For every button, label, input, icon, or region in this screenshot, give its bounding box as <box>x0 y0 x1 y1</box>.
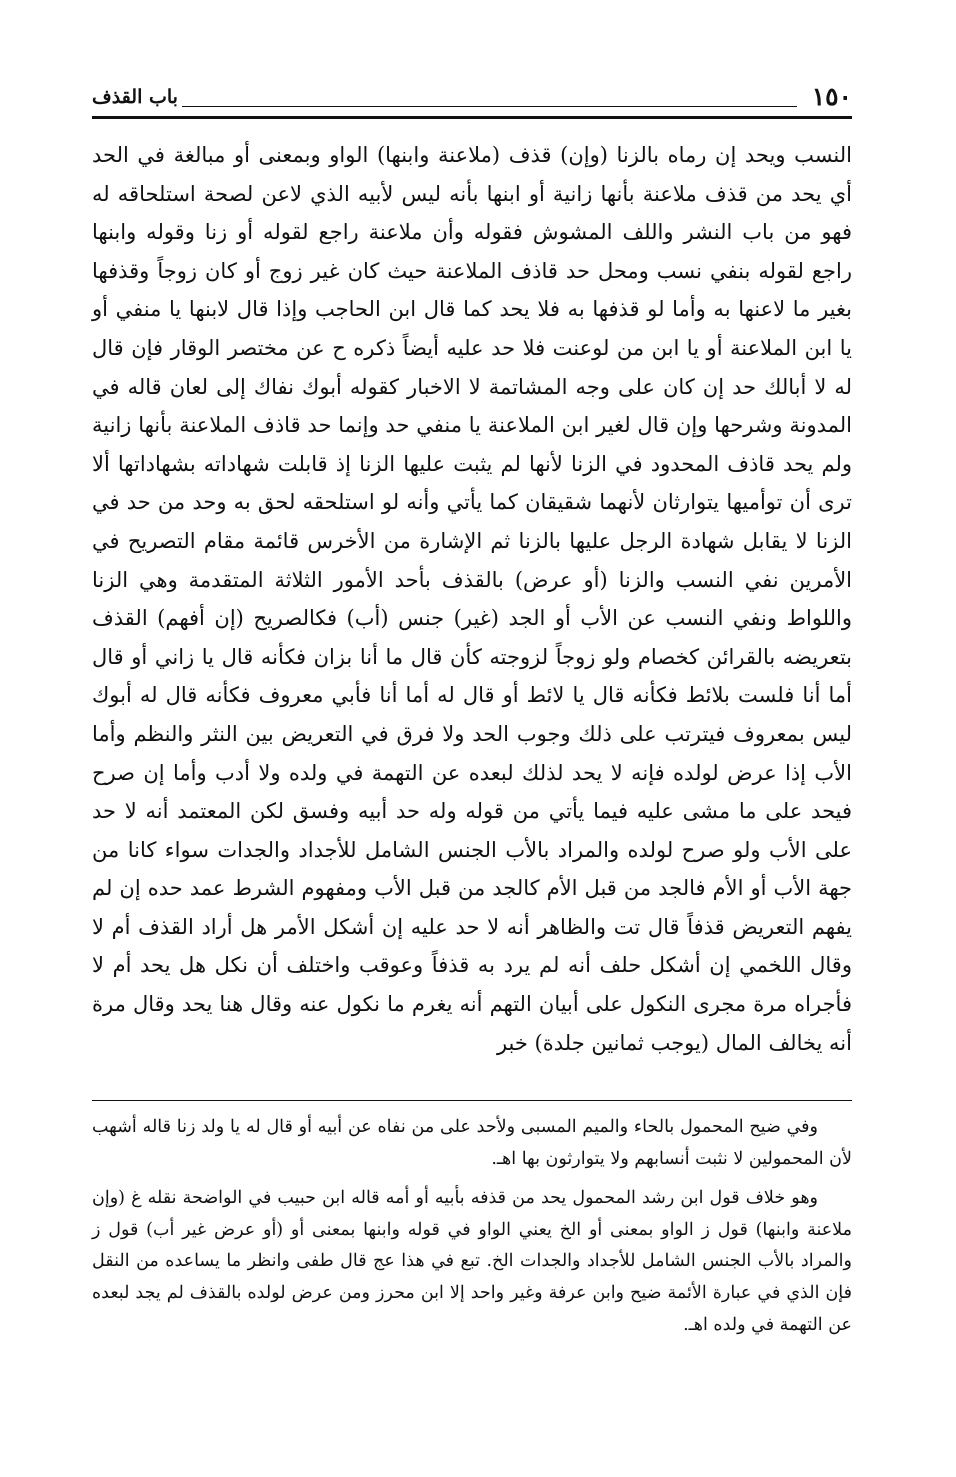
main-text: النسب ويحد إن رماه بالزنا (وإن) قذف (ملاعنة وابنها) الواو وبمعنى أو مبالغة في الحد أي يحد من قذف ملاعنة بأنها زانية أو ابنها بأنه ليس لأبيه الذي لاعن لصحة استلحاقه له فهو من باب النشر واللف المشوش فقوله وأن ملاعنة راجع لقوله أو زنا وقوله وابنها راجع لقوله بنفي نسب ومحل حد قاذف الملاعنة حيث كان غير زوج أو كان زوجاً وقذفها بغير ما لاعنها به وأما لو قذفها به فلا يحد كما قال ابن الحاجب وإذا قال لابنها يا منفي أو يا ابن الملاعنة أو يا ابن من لوعنت فلا حد عليه أيضاً ذكره ح عن مختصر الوقار فإن قال له لا أبالك حد إن كان على وجه المشاتمة لا الاخبار كقوله أبوك نفاك إلى لعان قاله في المدونة وشرحها وإن قال لغير ابن الملاعنة يا منفي حد وإنما حد قاذف الملاعنة بأنها زانية ولم يحد قاذف المحدود في الزنا لأنها لم يثبت عليها الزنا إذ قابلت شهاداته بشهاداتها ألا ترى أن توأميها يتوارثان لأنهما شقيقان كما يأتي وأنه لو استلحقه لحق به وحد من حد في الزنا لا يقابل شهادة الرجل عليها بالزنا ثم الإشارة من الأخرس قائمة مقام التصريح في الأمرين نفي النسب والزنا (أو عرض) بالقذف بأحد الأمور الثلاثة المتقدمة وهي الزنا واللواط ونفي النسب عن الأب أو الجد (غير) جنس (أب) فكالصريح (إن أفهم) القذف بتعريضه بالقرائن كخصام ولو زوجاً لزوجته كأن قال ما أنا بزان فكأنه قال يا زاني أو قال أما أنا فلست بلائط فكأنه قال يا لائط أو قال له أما أنا فأبي معروف فكأنه قال له أبوك ليس بمعروف فيترتب على ذلك وجوب الحد ولا فرق في التعريض بين النثر والنظم وأما الأب إذا عرض لولده فإنه لا يحد لذلك لبعده عن التهمة في ولده ولا أدب وأما إن صرح فيحد على ما مشى عليه فيما يأتي من قوله وله حد أبيه وفسق لكن المعتمد أنه لا حد على الأب ولو صرح لولده والمراد بالأب الجنس الشامل للأجداد والجدات سواء كانا من جهة الأب أو الأم فالجد من قبل الأم كالجد من قبل الأب ومفهوم الشرط عمد حده إن لم يفهم التعريض قذفاً قال تت والظاهر أنه لا حد عليه إن أشكل الأمر هل أراد القذف أم لا وقال اللخمي إن أشكل حلف أنه لم يرد به قذفاً وعوقب واختلف أن نكل هل يحد أم لا فأجراه مرة مجرى النكول على أبيان التهم أنه يغرم ما نكول عنه وقال هنا يحد وقال مرة أنه يخالف المال (يوجب ثمانين جلدة) خبر <box>92 143 852 1055</box>
footnotes <box>92 1112 852 1349</box>
footnote-separator <box>92 1100 852 1101</box>
footnote-2: وهو خلاف قول ابن رشد المحمول يحد من قذفه بأبيه أو أمه قاله ابن حبيب في الواضحة نقله غ (وإن ملاعنة وابنها) قول ز الواو بمعنى أو الخ يعني الواو في قوله وابنها بمعنى أو (أو عرض غير أب) قول ز والمراد بالأب الجنس الشامل للأجداد والجدات الخ. تبع في هذا عج قال طفى وانظر ما يساعده من النقل فإن الذي في عبارة الأئمة ضيح وابن عرفة وغير واحد إلا ابن محرز ومن عرض لولده بالقذف لم يجد لبعده عن التهمة في ولده اهـ. <box>92 1188 852 1335</box>
chapter-title: باب القذف <box>92 86 178 108</box>
footnote-1: وفي ضيح المحمول بالحاء والميم المسبى ولأحد على من نفاه عن أبيه أو قال له يا ولد زنا قاله أشهب لأن المحمولين لا نثبت أنسابهم ولا يتوارثون بها اهـ. <box>92 1117 852 1169</box>
header-rule <box>92 116 852 119</box>
header-divider-thin <box>182 106 797 107</box>
page-number: ١٥٠ <box>811 82 852 111</box>
running-header <box>92 78 852 118</box>
